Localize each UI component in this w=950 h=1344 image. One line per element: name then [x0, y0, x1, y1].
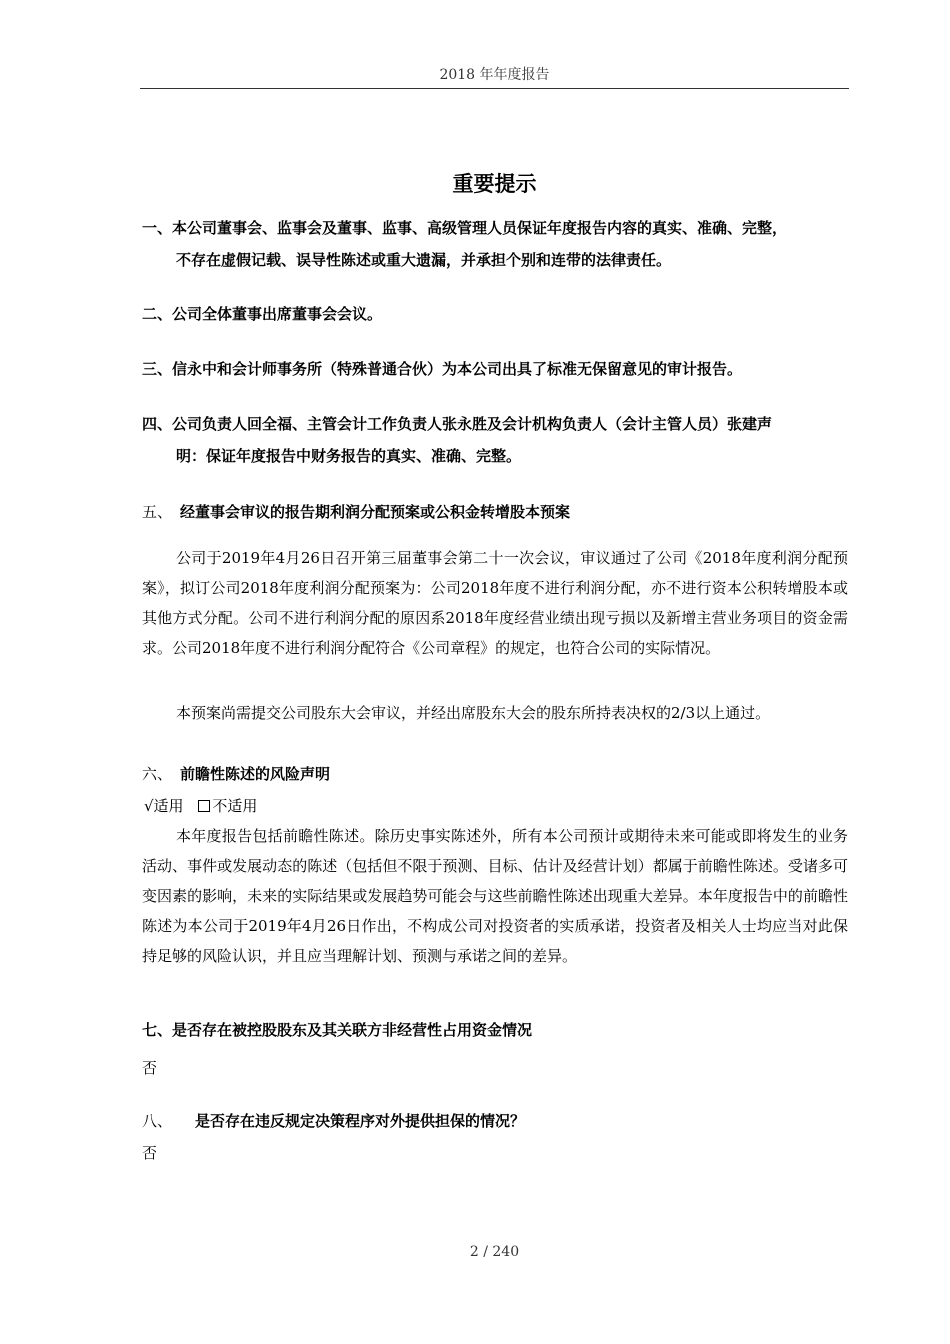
item-4 [142, 408, 848, 472]
section-6-paragraph: 本年度报告包括前瞻性陈述。除历史事实陈述外，所有本公司预计或期待未来可能或即将发生的业务活动、事件或发展动态的陈述（包括但不限于预测、目标、估计及经营计划）都属于前瞻性陈述。受诸多可变因素的影响，未来的实际结果或发展趋势可能会与这些前瞻性陈述出现重大差异。本年度报告中的前瞻性陈述为本公司于2019年4月26日作出，不构成公司对投资者的实质承诺，投资者及相关人士均应当对此保持足够的风险认识，并且应当理解计划、预测与承诺之间的差异。 [142, 827, 848, 965]
section-5-paragraph-2: 本预案尚需提交公司股东大会审议，并经出席股东大会的股东所持表决权的2/3以上通过。 [176, 704, 771, 722]
applicability-options [144, 791, 257, 821]
page-title: 重要提示 [452, 172, 537, 196]
page-header: 2018 年年度报告 [439, 67, 550, 83]
item-2-text: 公司全体董事出席董事会会议。 [172, 305, 383, 323]
section-5-paragraph-1: 公司于2019年4月26日召开第三届董事会第二十一次会议，审议通过了公司《2018年度利润分配预案》，拟订公司2018年度利润分配预案为：公司2018年度不进行利润分配，亦不进行资本公积转增股本或其他方式分配。公司不进行利润分配的原因系2018年度经营业绩出现亏损以及新增主营业务项目的资金需求。公司2018年度不进行利润分配符合《公司章程》的规定，也符合公司的实际情况。 [142, 549, 848, 657]
item-4-line2: 明：保证年度报告中财务报告的真实、准确、完整。 [176, 447, 522, 465]
item-3-number: 三、 [142, 360, 173, 378]
item-7-number: 七、 [142, 1021, 173, 1039]
page-number: 2 / 240 [469, 1244, 520, 1260]
item-8-text: 是否存在违反规定决策程序对外提供担保的情况？ [195, 1112, 526, 1130]
item-1 [142, 212, 848, 276]
item-7-answer: 否 [142, 1059, 158, 1077]
item-5-number: 五、 [142, 503, 173, 521]
item-7 [142, 1014, 848, 1046]
unchecked-box-icon [198, 800, 210, 812]
item-1-line2: 不存在虚假记载、误导性陈述或重大遗漏，并承担个别和连带的法律责任。 [176, 251, 672, 269]
item-3-text: 信永中和会计师事务所（特殊普通合伙）为本公司出具了标准无保留意见的审计报告。 [172, 360, 743, 378]
item-6-number: 六、 [142, 765, 173, 783]
item-5 [142, 496, 848, 528]
applicable-checked: √适用 [144, 797, 184, 815]
item-1-line1: 本公司董事会、监事会及董事、监事、高级管理人员保证年度报告内容的真实、准确、完整， [172, 219, 788, 237]
item-7-text: 是否存在被控股股东及其关联方非经营性占用资金情况 [172, 1021, 533, 1039]
item-6 [142, 758, 848, 790]
item-8-answer: 否 [142, 1144, 158, 1162]
item-8-number: 八、 [142, 1112, 173, 1130]
item-3 [142, 353, 848, 385]
item-5-text: 经董事会审议的报告期利润分配预案或公积金转增股本预案 [180, 503, 571, 521]
item-8 [142, 1105, 848, 1137]
item-2-number: 二、 [142, 305, 173, 323]
item-2 [142, 298, 848, 330]
item-6-text: 前瞻性陈述的风险声明 [180, 765, 331, 783]
header-divider [140, 88, 849, 89]
item-4-number: 四、 [142, 415, 173, 433]
item-4-line1: 公司负责人回全福、主管会计工作负责人张永胜及会计机构负责人（会计主管人员）张建声 [172, 415, 773, 433]
not-applicable-label: 不适用 [212, 797, 258, 815]
item-1-number: 一、 [142, 219, 173, 237]
